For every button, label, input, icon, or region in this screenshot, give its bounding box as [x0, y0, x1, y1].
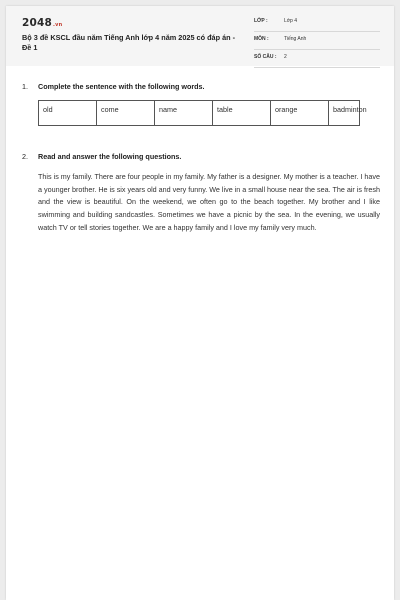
reading-passage: This is my family. There are four people in my family. My father is a designer. My mother is a teacher. I have a younger brother. He is six years old and very funny. We live in a small house near the sea. The air is fresh and the view is beautiful. On the weekend, we often go to the beach together. My brother and I like swimming and building sandcastles. Sometimes we have a picnic by the sea. In the evening, we usually watch TV or tell stories together. We are a happy family and I love my family very much. — [38, 172, 380, 232]
question-1-number: 1. — [22, 82, 28, 91]
meta-label-subject: MÔN : — [254, 36, 269, 42]
meta-value-question-count: 2 — [284, 54, 287, 60]
meta-row-question-count — [254, 52, 380, 68]
document-title: Bộ 3 đề KSCL đầu năm Tiếng Anh lớp 4 năm 2025 có đáp án - Đề 1 — [22, 33, 236, 52]
document-meta — [254, 16, 380, 70]
word-bank-cell: orange — [271, 101, 329, 126]
meta-label-question-count: SỐ CÂU : — [254, 54, 277, 60]
site-logo[interactable] — [22, 17, 62, 29]
meta-value-subject: Tiếng Anh — [284, 36, 307, 42]
word-bank-table — [38, 100, 367, 126]
word-bank-cell: badminton — [329, 101, 360, 126]
meta-row-grade — [254, 16, 380, 32]
question-2-number: 2. — [22, 152, 28, 161]
meta-row-subject — [254, 34, 380, 50]
question-1-text: Complete the sentence with the following words. — [38, 82, 205, 91]
word-bank-cell: come — [97, 101, 155, 126]
word-bank-cell: table — [213, 101, 271, 126]
word-bank-cell: old — [39, 101, 97, 126]
document-page — [6, 6, 394, 600]
word-bank-cell: name — [155, 101, 213, 126]
logo-suffix: .vn — [53, 22, 63, 28]
logo-text: 2048 — [22, 17, 53, 29]
question-2-text: Read and answer the following questions. — [38, 152, 182, 161]
document-header — [6, 6, 394, 66]
meta-label-grade: LỚP : — [254, 18, 268, 24]
meta-value-grade: Lớp 4 — [284, 18, 298, 24]
